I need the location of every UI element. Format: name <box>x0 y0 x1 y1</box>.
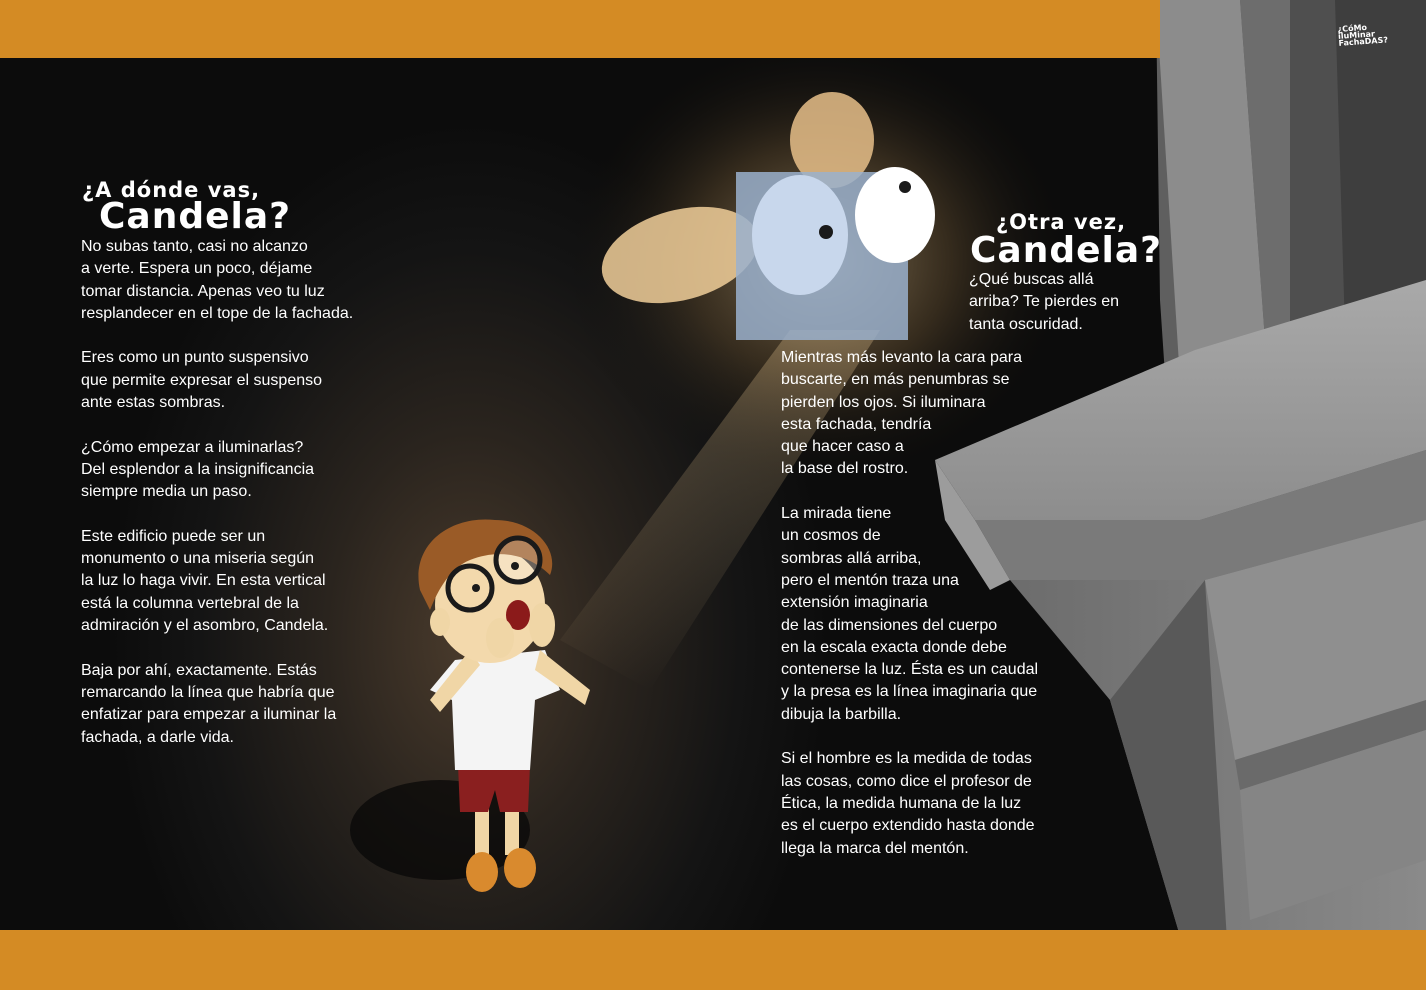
bottom-band <box>0 930 1426 990</box>
top-band <box>0 0 1160 58</box>
right-intro-text: ¿Qué buscas allá arriba? Te pierdes en tanta oscuridad. <box>969 271 1120 333</box>
right-title-line1: ¿Otra vez, <box>996 210 1127 234</box>
left-title-line2: Candela? <box>99 196 292 237</box>
shoe-left <box>466 852 498 892</box>
left-body-text: No subas tanto, casi no alcanzo a verte. Espera un poco, déjame tomar distancia. Apenas veo tu luz resplandecer en el tope de la fachada. Eres como un punto suspensivo que permite expresar el suspenso ante estas sombras. ¿Cómo empezar a iluminarlas? Del esplendor a la insignificancia siempre media un paso. Este edificio puede ser un monumento o una miseria según la luz lo haga vivir. En esta vertical está la columna vertebral de la admiración y el asombro, Candela. Baja por ahí, exactamente. Estás remarcando la línea que habría que enfatizar para empezar a iluminar la fachada, a darle vida. <box>81 238 354 746</box>
shoe-right <box>504 848 536 888</box>
glasses-right <box>496 538 540 582</box>
right-body-text: Mientras más levanto la cara para buscarte, en más penumbras se pierden los ojos. Si iluminara esta fachada, tendría que hacer caso a la base del rostro. La mirada tiene un cosmos de sombras allá arriba, pero el mentón traza una extensión imaginaria de las dimensiones del cuerpo en la escala exacta donde debe contenerse la luz. Ésta es un caudal y la presa es la línea imaginaria que dibuja la barbilla. Si el hombre es la medida de todas las cosas, como dice el profesor de Ética, la medida humana de la luz es el cuerpo extendido hasta donde llega la marca del mentón. <box>781 349 1039 857</box>
book-logo: ¿CóMo iluMinar FachaDAS? <box>1337 22 1389 48</box>
left-title-line1: ¿A dónde vas, <box>82 178 261 202</box>
right-title-line2: Candela? <box>970 230 1163 271</box>
